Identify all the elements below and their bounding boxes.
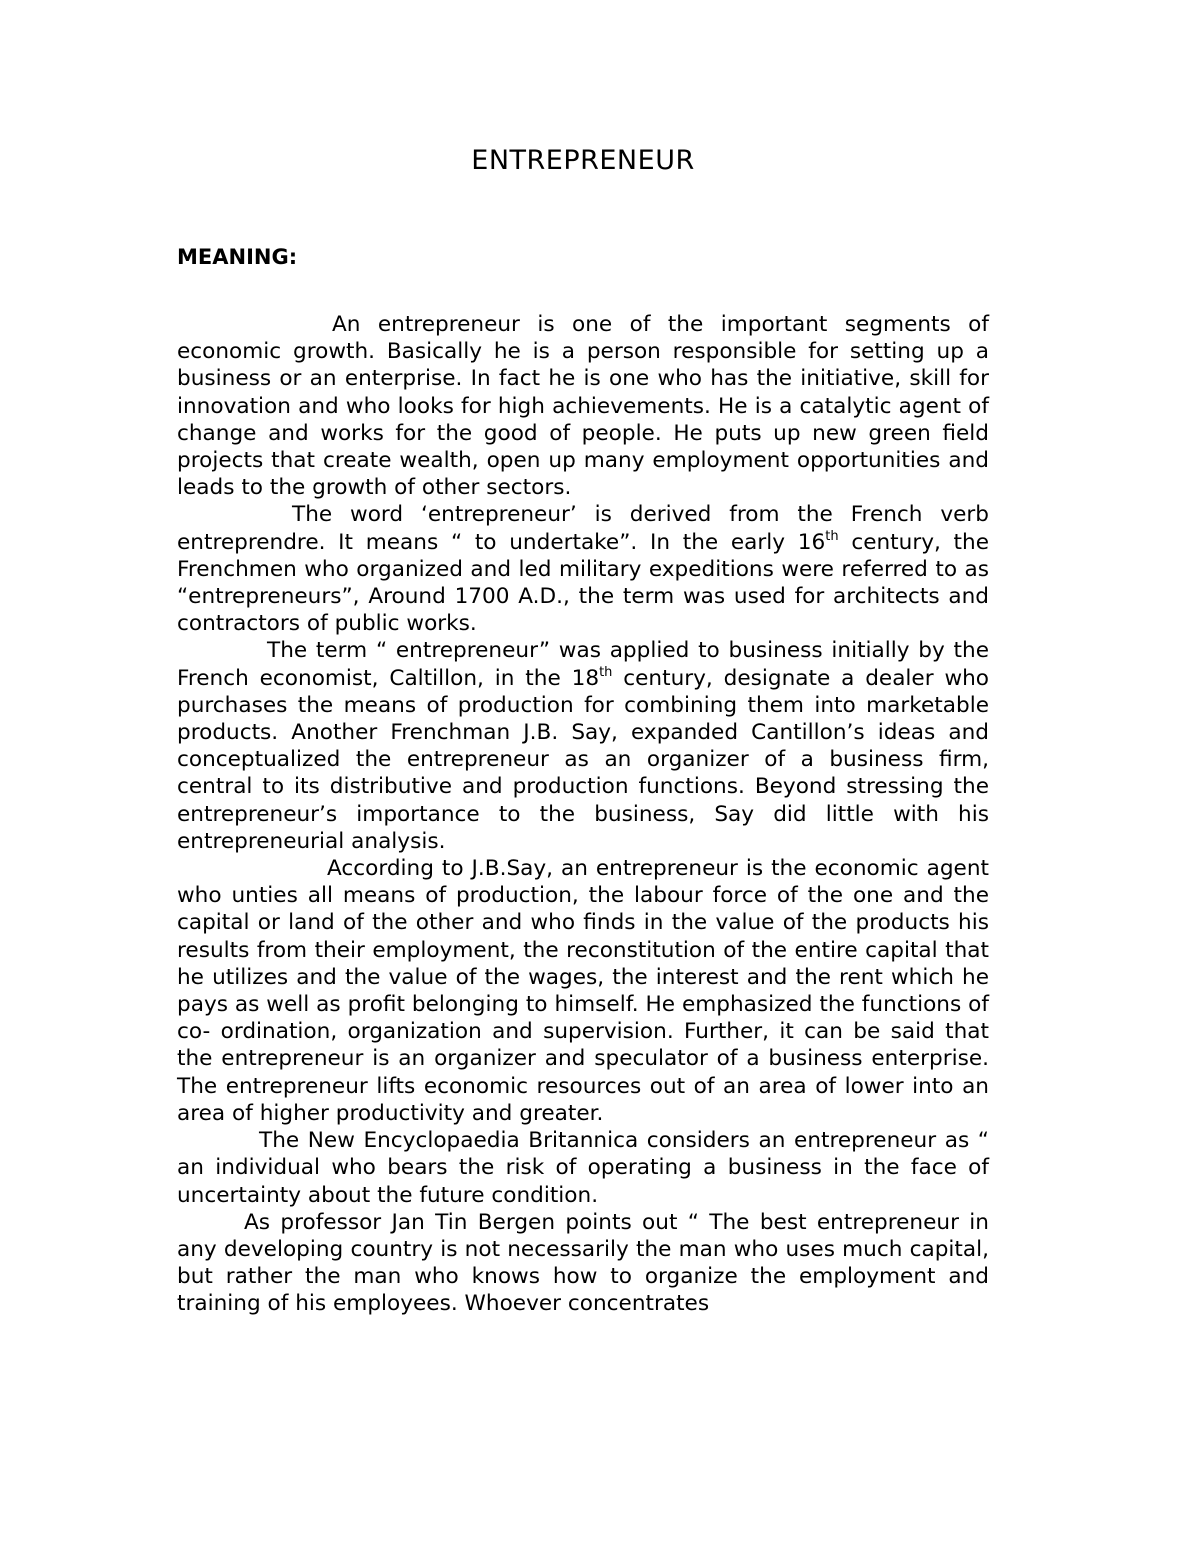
paragraph-text: The New Encyclopaedia Britannica considers an entrepreneur as “ an individual who bears the risk of operating a business in the face of uncertainty about the future condition. bbox=[177, 1128, 989, 1208]
paragraph-text: century, the Frenchmen who organized and led military expeditions were referred to as “entrepreneurs”, Around 1700 A.D., the term was used for architects and contractors of public works. bbox=[177, 529, 989, 637]
paragraph-text: The term “ entrepreneur” was applied to business initially by the French economist, Caltillon, in the 18 bbox=[177, 638, 989, 691]
superscript: th bbox=[825, 528, 839, 544]
paragraph bbox=[177, 1127, 989, 1209]
document-title: ENTREPRENEUR bbox=[471, 145, 695, 176]
paragraph-text: As professor Jan Tin Bergen points out “ The best entrepreneur in any developing country is not necessarily the man who uses much capital, but rather the man who knows how to organize the employment and training of his employees. Whoever concentrates bbox=[177, 1209, 989, 1317]
paragraph bbox=[177, 501, 989, 637]
paragraph-text: The word ‘entrepreneur’ is derived from the French verb entreprendre. It means “ to undertake”. In the early 16 bbox=[177, 502, 989, 555]
paragraph bbox=[177, 855, 989, 1127]
paragraph-text: According to J.B.Say, an entrepreneur is the economic agent who unties all means of production, the labour force of the one and the capital or land of the other and who finds in the value of the products his results from their employment, the reconstitution of the entire capital that he utilizes and the value of the wages, the interest and the rent which he pays as well as profit belonging to himself. He emphasized the functions of co- ordination, organization and supervision. Further, it can be said that the entrepreneur is an organizer and speculator of a business enterprise. The entrepreneur lifts economic resources out of an area of lower into an area of higher productivity and greater. bbox=[177, 856, 989, 1126]
superscript: th bbox=[599, 664, 613, 680]
body-text bbox=[177, 311, 989, 1318]
paragraph bbox=[177, 1209, 989, 1318]
paragraph bbox=[177, 637, 989, 855]
paragraph-text: An entrepreneur is one of the important segments of economic growth. Basically he is a person responsible for setting up a business or an enterprise. In fact he is one who has the initiative, skill for innovation and who looks for high achievements. He is a catalytic agent of change and works for the good of people. He puts up new green field projects that create wealth, open up many employment opportunities and leads to the growth of other sectors. bbox=[177, 312, 989, 501]
section-heading: MEANING: bbox=[177, 245, 298, 269]
paragraph bbox=[177, 311, 989, 501]
paragraph-text: century, designate a dealer who purchases the means of production for combining them into marketable products. Another Frenchman J.B. Say, expanded Cantillon’s ideas and conceptualized the entrepreneur as an organizer of a business firm, central to its distributive and production functions. Beyond stressing the entrepreneur’s importance to the business, Say did little with his entrepreneurial analysis. bbox=[177, 665, 990, 854]
